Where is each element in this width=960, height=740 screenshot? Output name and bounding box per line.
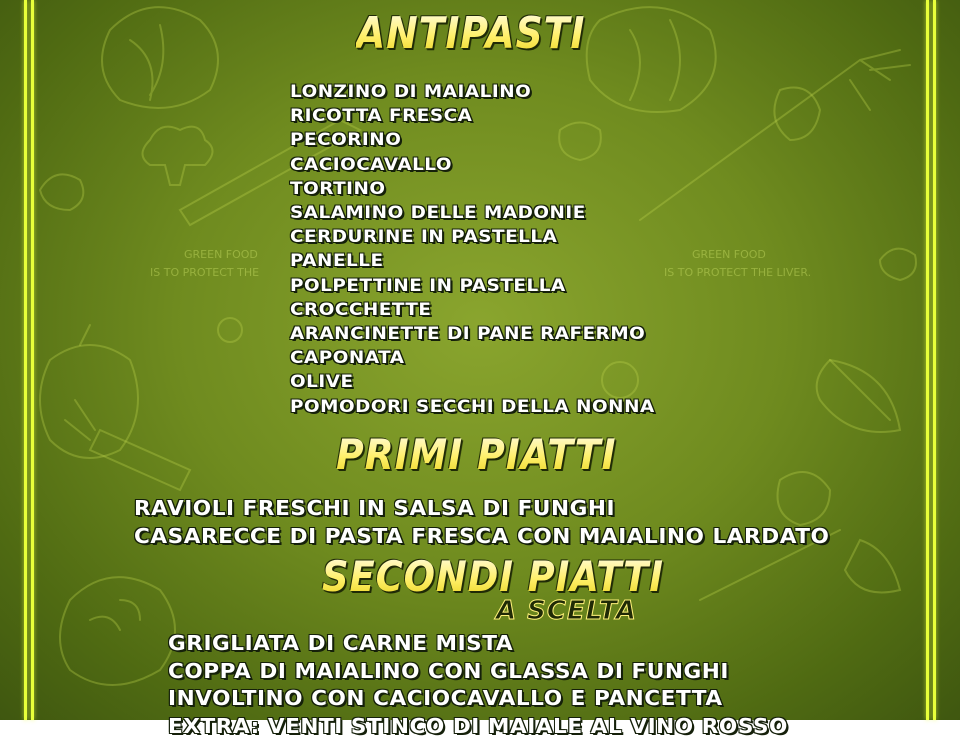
secondi-item: EXTRA: VENTI STINCO DI MAIALE AL VINO ROSSO	[168, 713, 788, 740]
bg-slogan-left-1: GREEN FOOD	[184, 248, 258, 261]
antipasti-item: CACIOCAVALLO	[290, 153, 655, 177]
primi-item: RAVIOLI FRESCHI IN SALSA DI FUNGHI	[134, 494, 829, 522]
antipasti-item: LONZINO DI MAIALINO	[290, 80, 655, 104]
frame-line-right-inner	[926, 0, 929, 720]
antipasti-item: CROCCHETTE	[290, 298, 655, 322]
primi-item: CASARECCE DI PASTA FRESCA CON MAIALINO LARDATO	[134, 522, 829, 550]
antipasti-item: ARANCINETTE DI PANE RAFERMO	[290, 322, 655, 346]
antipasti-list	[290, 80, 628, 419]
antipasti-item: PECORINO	[290, 128, 655, 152]
antipasti-item: SALAMINO DELLE MADONIE	[290, 201, 655, 225]
bg-slogan-left-2: IS TO PROTECT THE	[150, 266, 259, 279]
antipasti-item: OLIVE	[290, 370, 655, 394]
secondi-item: INVOLTINO CON CACIOCAVALLO E PANCETTA	[168, 685, 788, 713]
primi-title: PRIMI PIATTI	[336, 430, 616, 479]
primi-list	[134, 494, 778, 550]
antipasti-item: CERDURINE IN PASTELLA	[290, 225, 655, 249]
bg-slogan-right-2: IS TO PROTECT THE LIVER.	[664, 266, 811, 279]
secondi-subtitle: A SCELTA	[496, 596, 637, 626]
frame-line-left-inner	[31, 0, 34, 720]
antipasti-title: ANTIPASTI	[356, 8, 585, 59]
antipasti-item: POLPETTINE IN PASTELLA	[290, 274, 655, 298]
secondi-list	[168, 630, 742, 740]
frame-line-left-outer	[24, 0, 27, 720]
antipasti-item: PANELLE	[290, 249, 655, 273]
antipasti-item: TORTINO	[290, 177, 655, 201]
secondi-title: SECONDI PIATTI	[322, 552, 664, 601]
secondi-item: COPPA DI MAIALINO CON GLASSA DI FUNGHI	[168, 658, 788, 686]
antipasti-item: POMODORI SECCHI DELLA NONNA	[290, 395, 655, 419]
antipasti-item: RICOTTA FRESCA	[290, 104, 655, 128]
frame-line-right-outer	[933, 0, 936, 720]
bg-slogan-right-1: GREEN FOOD	[692, 248, 766, 261]
antipasti-item: CAPONATA	[290, 346, 655, 370]
secondi-item: GRIGLIATA DI CARNE MISTA	[168, 630, 788, 658]
